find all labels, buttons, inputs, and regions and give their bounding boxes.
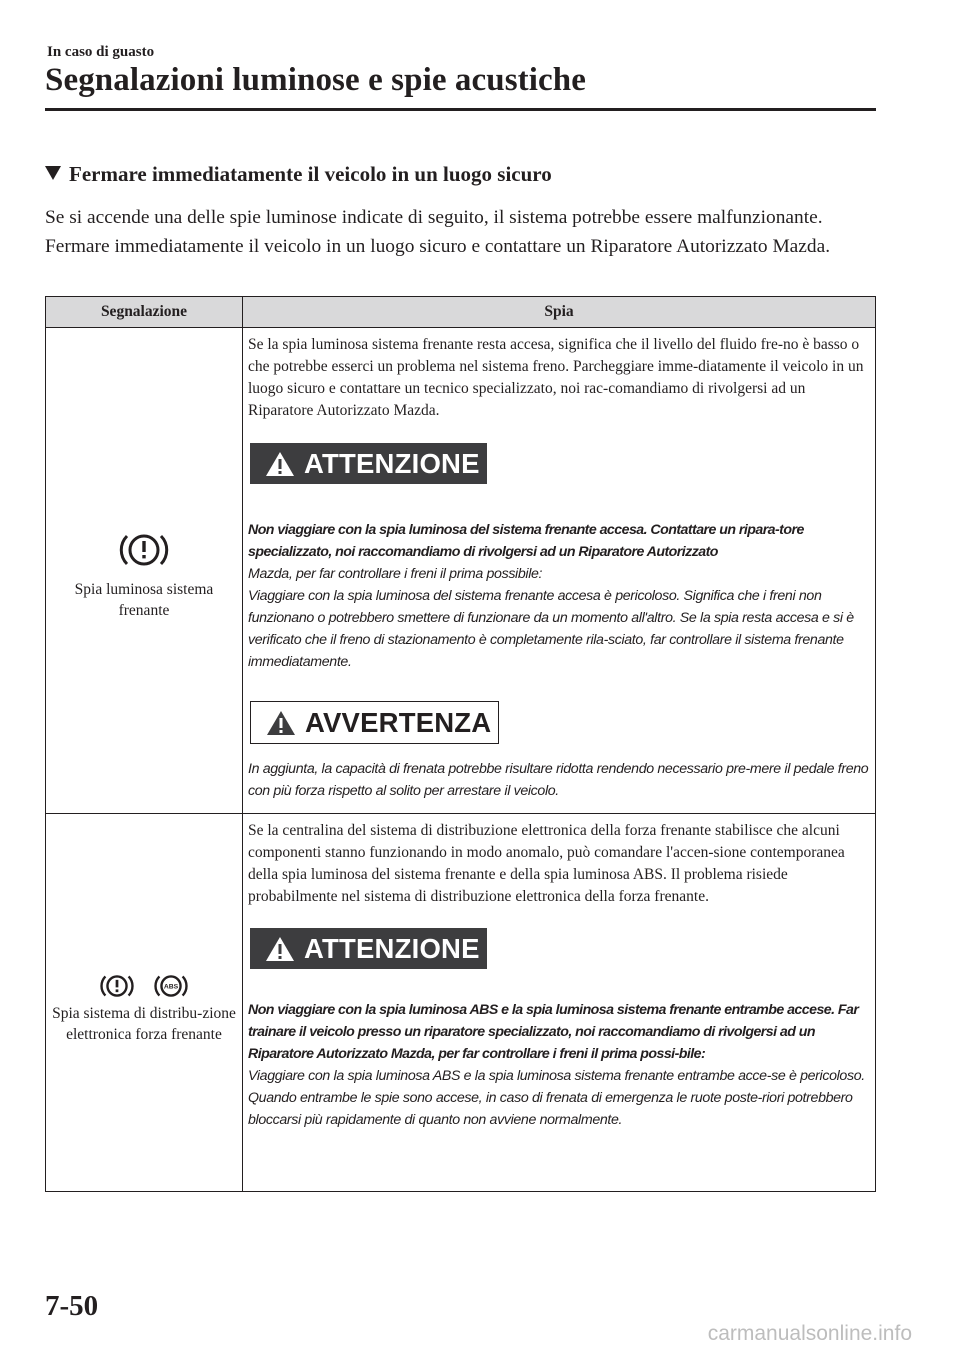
light-description-cell bbox=[243, 328, 876, 814]
section-heading bbox=[45, 162, 552, 187]
description-text: Se la spia luminosa sistema frenante resta accesa, significa che il livello del fluido fre-no è basso o che potrebbe esserci un problema nel sistema freno. Parcheggiare imme-diatamente il veicolo in un luogo sicuro e contattare un tecnico specializzato, noi rac-comandiamo di rivolgersi ad un Riparatore Autorizzato Mazda. bbox=[248, 336, 864, 419]
warning-text: Quando entrambe le spie sono accese, in caso di frenata di emergenza le ruote poste-riori potrebbero bloccarsi più rapidamente di quanto non avviene normalmente. bbox=[248, 1090, 853, 1128]
avvertenza-badge bbox=[250, 701, 499, 744]
avvertenza-label: AVVERTENZA bbox=[305, 706, 492, 738]
warning-text: Mazda, per far controllare i freni il prima possibile: bbox=[248, 566, 543, 582]
warning-triangle-icon bbox=[265, 709, 297, 737]
brake-warning-icon bbox=[97, 971, 137, 1001]
intro-paragraph: Se si accende una delle spie luminose indicate di seguito, il sistema potrebbe essere malfunzionante. Fermare immediatamente il veicolo in un luogo sicuro e contattare un Riparatore Autorizzato Mazda. bbox=[45, 207, 831, 257]
page-number: 7-50 bbox=[45, 1290, 99, 1322]
description-text: Se la centralina del sistema di distribuzione elettronica della forza frenante stabilisce che alcuni componenti stanno funzionando in modo anomalo, può comandare l'accen-sione contemporanea della spia luminosa del sistema frenante e della spia luminosa ABS. Il problema risiede probabilmente nel sistema di distribuzione elettronica della forza frenante. bbox=[248, 822, 845, 905]
header-divider bbox=[45, 108, 876, 111]
brake-warning-icon bbox=[116, 528, 172, 572]
abs-icon-label: ABS bbox=[163, 983, 179, 991]
warning-bold-text: Non viaggiare con la spia luminosa ABS e la spia luminosa sistema frenante entrambe accese. Far trainare il veicolo presso un riparatore specializzato, noi raccomandiamo di rivolgersi ad un Riparatore Autorizzato Mazda, per far controllare i freni il prima possi-bile: bbox=[248, 1002, 859, 1062]
section-heading-text: Fermare immediatamente il veicolo in un luogo sicuro bbox=[69, 162, 552, 186]
light-description-cell bbox=[243, 814, 876, 1192]
warning-triangle-icon bbox=[264, 935, 296, 963]
attenzione-label: ATTENZIONE bbox=[304, 447, 480, 479]
attenzione-badge bbox=[250, 443, 487, 484]
warning-triangle-icon bbox=[264, 450, 296, 478]
header-section-label: In caso di guasto bbox=[47, 44, 155, 60]
warning-text: Viaggiare con la spia luminosa del sistema frenante accesa è pericoloso. Significa che i freni non funzionano o potrebbero smettere di funzionare da un momento all'altro. Se la spia resta accesa e si è verificato che il freno di stazionamento è completamente rila-sciato, far controllare il sistema frenante immediatamente. bbox=[248, 588, 854, 670]
attenzione-label: ATTENZIONE bbox=[304, 932, 480, 964]
table-header-row bbox=[46, 297, 876, 328]
column-header-signal: Segnalazione bbox=[46, 297, 243, 328]
warning-bold-text: Non viaggiare con la spia luminosa del sistema frenante accesa. Contattare un ripara-tore specializzato, noi raccomandiamo di rivolgersi ad un Riparatore Autorizzato bbox=[248, 522, 804, 560]
caution-text: In aggiunta, la capacità di frenata potrebbe risultare ridotta rendendo necessario pre-mere il pedale freno con più forza rispetto al solito per arrestare il veicolo. bbox=[248, 761, 869, 799]
page-title: Segnalazioni luminose e spie acustiche bbox=[45, 62, 586, 98]
watermark: carmanualsonline.info bbox=[707, 1322, 912, 1345]
table-row bbox=[46, 814, 876, 1192]
signal-caption: Spia luminosa sistema frenante bbox=[74, 581, 214, 619]
column-header-light: Spia bbox=[243, 297, 876, 328]
triangle-bullet-icon bbox=[45, 166, 61, 180]
abs-warning-icon bbox=[151, 971, 191, 1001]
signal-cell bbox=[46, 814, 243, 1192]
table-row bbox=[46, 328, 876, 814]
signal-caption: Spia sistema di distribu-zione elettronica forza frenante bbox=[52, 1004, 236, 1043]
warning-lights-table bbox=[45, 296, 876, 1192]
attenzione-badge bbox=[250, 928, 487, 969]
signal-cell bbox=[46, 328, 243, 814]
warning-text: Viaggiare con la spia luminosa ABS e la spia luminosa sistema frenante entrambe acce-se è pericoloso. bbox=[248, 1068, 865, 1084]
